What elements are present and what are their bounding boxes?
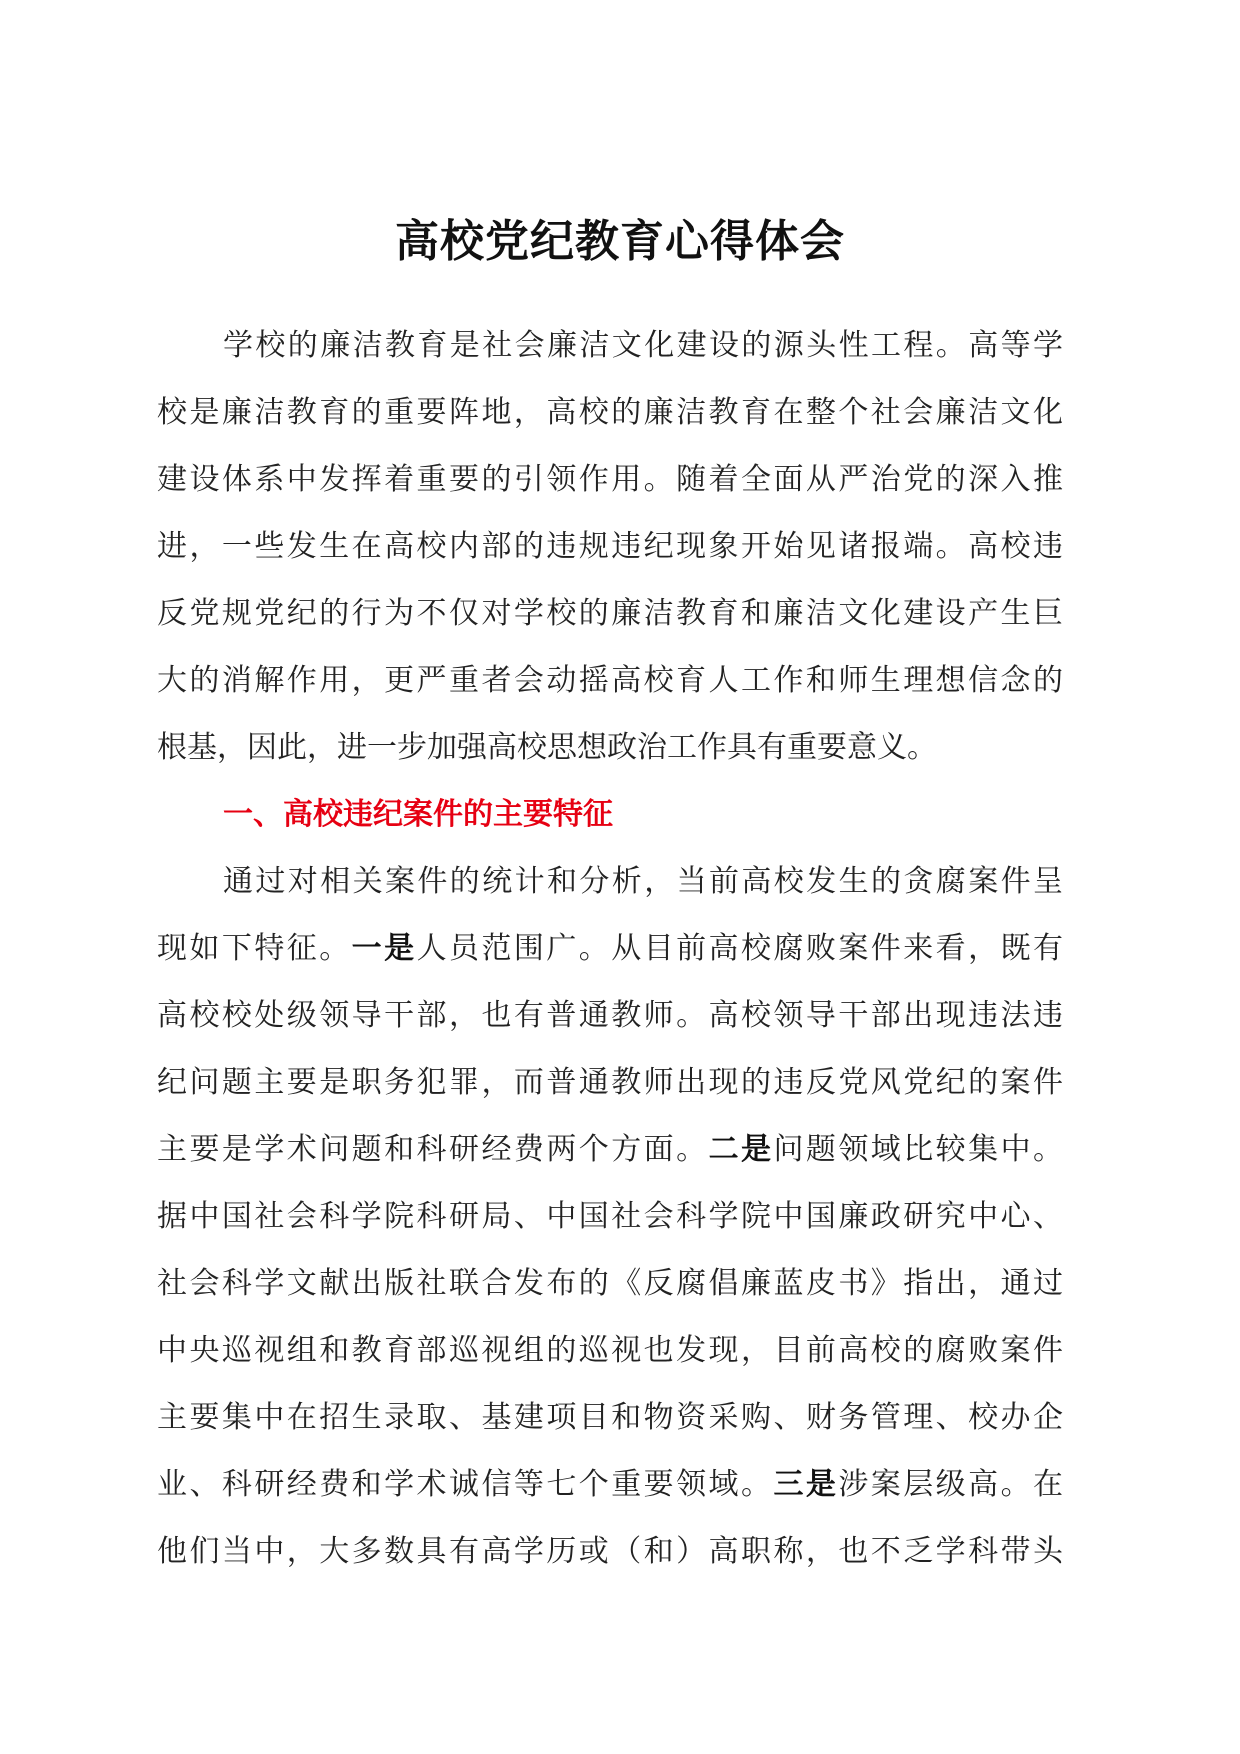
paragraph-line: 学校的廉洁教育是社会廉洁文化建设的源头性工程。高等学 xyxy=(223,328,1063,363)
emphasis-text: 二是 xyxy=(708,1132,774,1167)
paragraph-line: 他们当中，大多数具有高学历或（和）高职称，也不乏学科带头 xyxy=(157,1534,1063,1569)
section-heading: 一、高校违纪案件的主要特征 xyxy=(223,797,613,832)
text-run: 现如下特征。 xyxy=(157,931,352,966)
text-run: 涉案层级高。在 xyxy=(838,1467,1063,1502)
document-body xyxy=(157,312,1063,1585)
paragraph-line: 根基，因此，进一步加强高校思想政治工作具有重要意义。 xyxy=(157,730,937,765)
paragraph-line: 社会科学文献出版社联合发布的《反腐倡廉蓝皮书》指出，通过 xyxy=(157,1266,1063,1301)
emphasis-text: 三是 xyxy=(773,1467,839,1502)
paragraph-line: 据中国社会科学院科研局、中国社会科学院中国廉政研究中心、 xyxy=(157,1199,1063,1234)
paragraph-line: 纪问题主要是职务犯罪，而普通教师出现的违反党风党纪的案件 xyxy=(157,1065,1063,1100)
paragraph-line xyxy=(157,1116,1063,1183)
paragraph-line: 主要集中在招生录取、基建项目和物资采购、财务管理、校办企 xyxy=(157,1400,1063,1435)
text-run: 人员范围广。从目前高校腐败案件来看，既有 xyxy=(416,931,1063,966)
paragraph-line: 校是廉洁教育的重要阵地，高校的廉洁教育在整个社会廉洁文化 xyxy=(157,395,1063,430)
text-run: 主要是学术问题和科研经费两个方面。 xyxy=(157,1132,709,1167)
paragraph-line: 反党规党纪的行为不仅对学校的廉洁教育和廉洁文化建设产生巨 xyxy=(157,596,1063,631)
emphasis-text: 一是 xyxy=(351,931,417,966)
paragraph-line xyxy=(157,915,1063,982)
text-run: 问题领域比较集中。 xyxy=(773,1132,1063,1167)
paragraph-line: 通过对相关案件的统计和分析，当前高校发生的贪腐案件呈 xyxy=(223,864,1063,899)
paragraph-line: 高校校处级领导干部，也有普通教师。高校领导干部出现违法违 xyxy=(157,998,1063,1033)
paragraph-line: 大的消解作用，更严重者会动摇高校育人工作和师生理想信念的 xyxy=(157,663,1063,698)
paragraph-line: 中央巡视组和教育部巡视组的巡视也发现，目前高校的腐败案件 xyxy=(157,1333,1063,1368)
paragraph-line: 建设体系中发挥着重要的引领作用。随着全面从严治党的深入推 xyxy=(157,462,1063,497)
paragraph-line: 进，一些发生在高校内部的违规违纪现象开始见诸报端。高校违 xyxy=(157,529,1063,564)
text-run: 业、科研经费和学术诚信等七个重要领域。 xyxy=(157,1467,774,1502)
paragraph-line xyxy=(157,1451,1063,1518)
document-title: 高校党纪教育心得体会 xyxy=(395,216,845,267)
